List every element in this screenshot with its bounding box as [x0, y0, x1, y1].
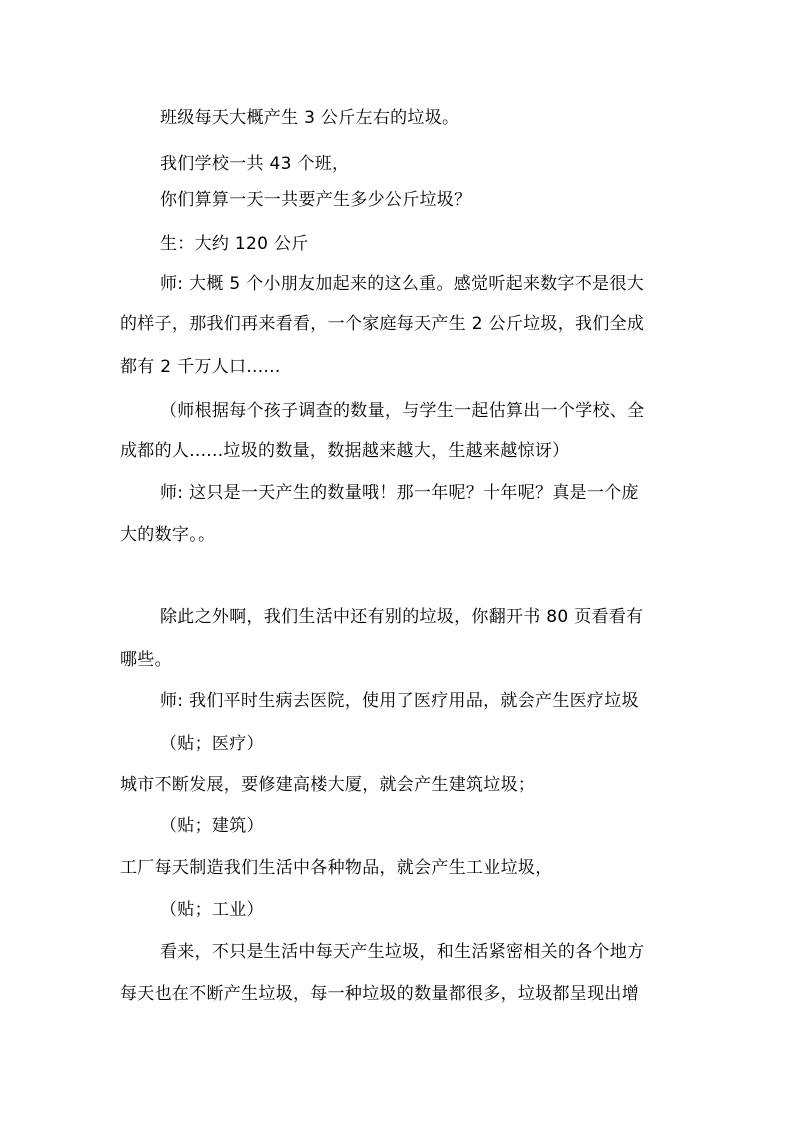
- text-line: 师: 大概 5 个小朋友加起来的这么重。感觉听起来数字不是很大: [160, 274, 645, 294]
- text-line: 城市不断发展，要修建高楼大厦，就会产生建筑垃圾；: [120, 775, 536, 795]
- text-line: 都有 2 千万人口......: [120, 357, 281, 377]
- text-line: 大的数字。。: [120, 525, 216, 545]
- text-line: 的样子，那我们再来看看，一个家庭每天产生 2 公斤垃圾，我们全成: [120, 314, 645, 334]
- text-line: 我们学校一共 43 个班，: [160, 154, 350, 174]
- text-line: 工厂每天制造我们生活中各种物品，就会产生工业垃圾，: [120, 858, 553, 878]
- text-line: （贴；工业）: [160, 900, 264, 920]
- text-line: 每天也在不断产生垃圾，每一种垃圾的数量都很多，垃圾都呈现出增: [120, 984, 639, 1004]
- text-line: 你们算算一天一共要产生多少公斤垃圾？: [160, 190, 472, 210]
- text-line: 师: 我们平时生病去医院，使用了医疗用品，就会产生医疗垃圾: [160, 691, 639, 711]
- text-line: 哪些。: [120, 650, 172, 670]
- text-line: 成都的人......垃圾的数量，数据越来越大，生越来越惊讶）: [120, 441, 570, 461]
- text-line: （贴；建筑）: [160, 816, 264, 836]
- text-line: 除此之外啊，我们生活中还有别的垃圾，你翻开书 80 页看看有: [160, 607, 644, 627]
- text-line: 生：大约 120 公斤: [160, 234, 309, 254]
- text-line: 师: 这只是一天产生的数量哦！那一年呢？十年呢？真是一个庞: [160, 483, 639, 503]
- text-line: （贴；医疗）: [160, 734, 264, 754]
- text-line: 班级每天大概产生 3 公斤左右的垃圾。: [160, 108, 460, 128]
- text-line: （师根据每个孩子调查的数量，与学生一起估算出一个学校、全: [160, 401, 645, 421]
- text-line: 看来，不只是生活中每天产生垃圾，和生活紧密相关的各个地方: [160, 942, 645, 962]
